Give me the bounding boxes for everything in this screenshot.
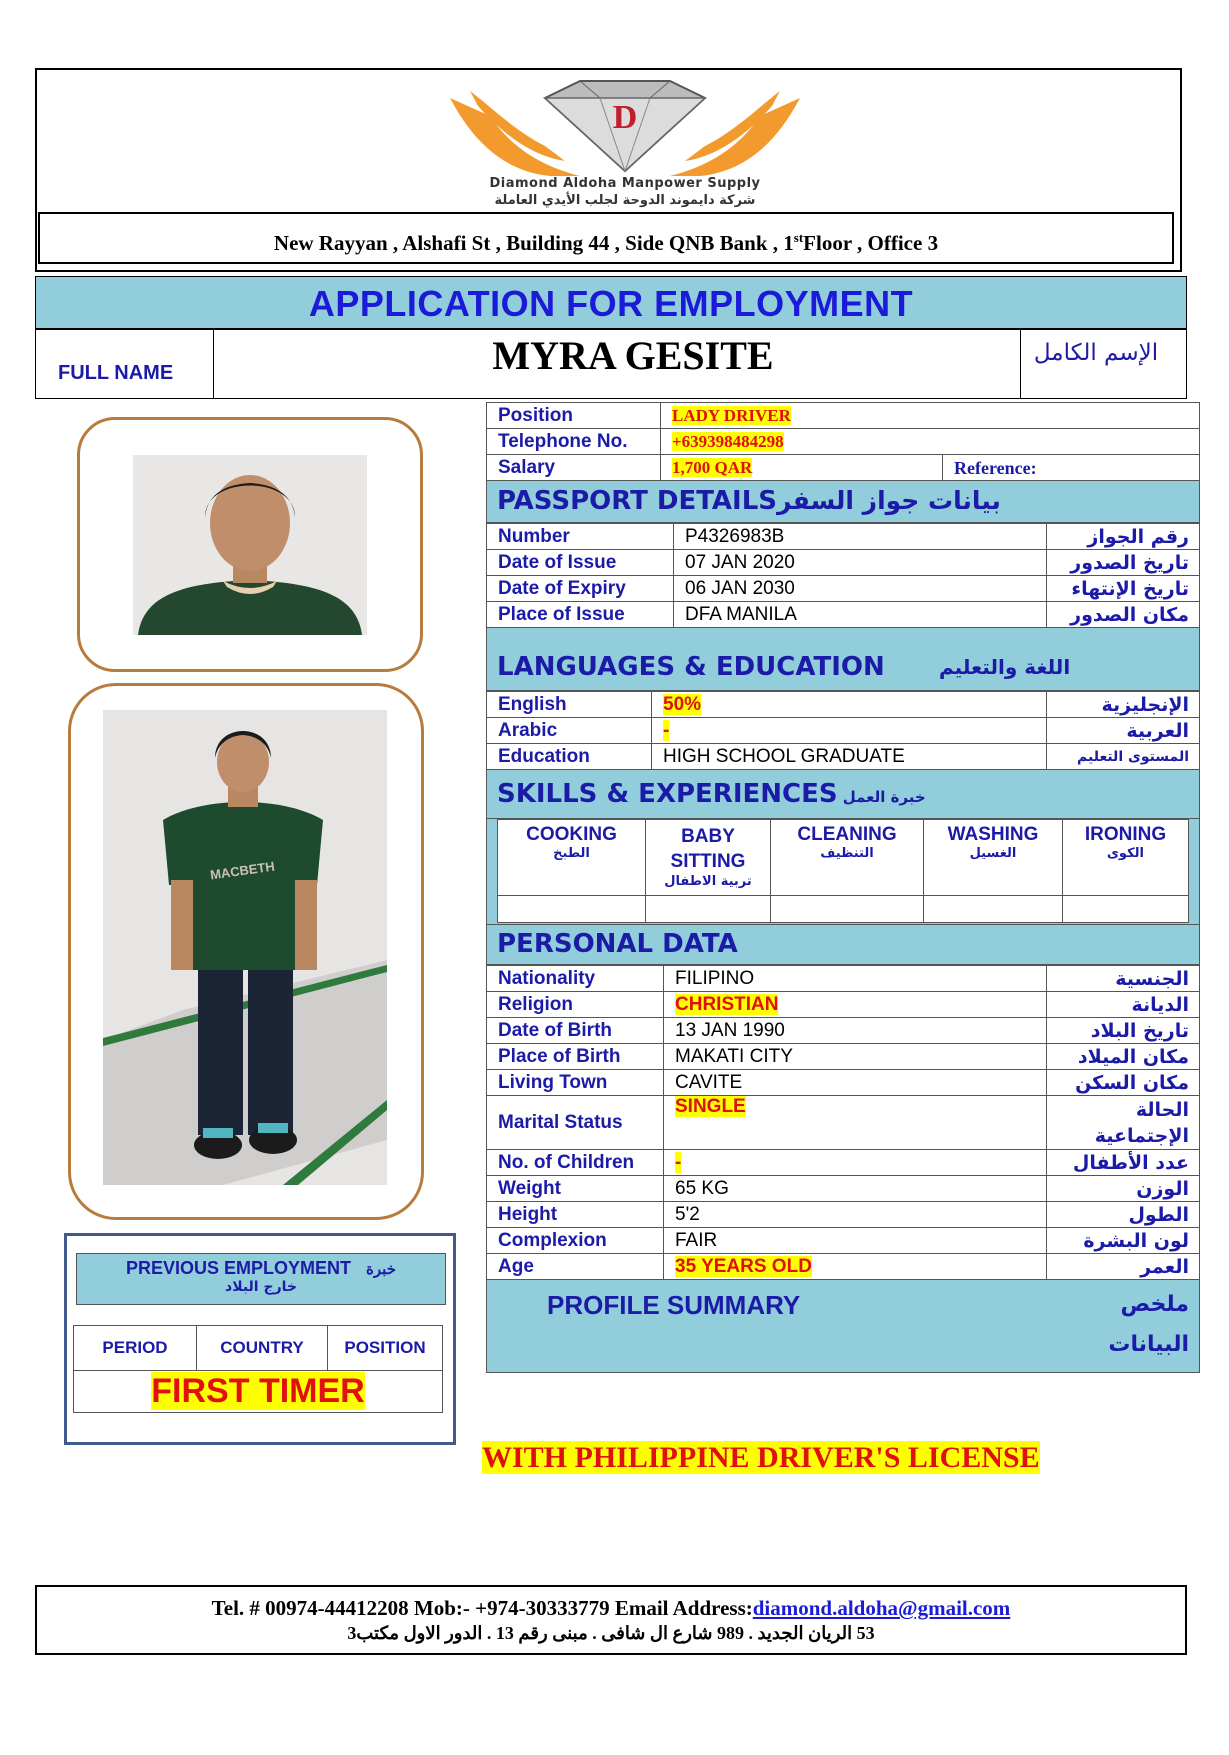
svg-text:D: D (612, 99, 638, 136)
skills-heading-ar: خبرة العمل (842, 788, 926, 806)
expiry-date-value: 06 JAN 2030 (674, 576, 1047, 602)
issue-date-label: Date of Issue (487, 550, 674, 576)
place-of-issue-label: Place of Issue (487, 602, 674, 628)
marital-status-ar: الحالة الإجتماعية (1047, 1096, 1200, 1150)
skills-table (497, 819, 1189, 923)
issue-date-ar: تاريخ الصدور (1047, 550, 1200, 576)
living-town-value: CAVITE (664, 1070, 1047, 1096)
footer-contact-text: Tel. # 00974-44412208 Mob:- +974-30333779 Email Address: (211, 1596, 753, 1620)
expiry-date-ar: تاريخ الإنتهاء (1047, 576, 1200, 602)
skill-cleaning-level (771, 896, 924, 923)
previous-employment-header (76, 1253, 446, 1305)
living-town-label: Living Town (487, 1070, 664, 1096)
footer-contact-line (37, 1596, 1185, 1621)
weight-ar: الوزن (1047, 1176, 1200, 1202)
children-value: - (675, 1151, 682, 1173)
personal-data-section (486, 925, 1200, 965)
skill-ironing-label: IRONING (1084, 824, 1167, 845)
living-town-ar: مكان السكن (1047, 1070, 1200, 1096)
skill-cleaning-ar: التنظيف (820, 846, 874, 861)
position-value-cell (661, 403, 1200, 429)
weight-value: 65 KG (664, 1176, 1047, 1202)
salary-value: 1,700 QAR (672, 458, 753, 477)
religion-ar: الديانة (1047, 992, 1200, 1018)
pob-value: MAKATI CITY (664, 1044, 1047, 1070)
skill-washing-ar: الغسيل (969, 846, 1017, 861)
marital-status-label: Marital Status (487, 1096, 664, 1150)
complexion-ar: لون البشرة (1047, 1228, 1200, 1254)
age-value: 35 YEARS OLD (675, 1255, 812, 1277)
skills-section (486, 770, 1200, 819)
first-timer-value: FIRST TIMER (151, 1372, 365, 1410)
reference-label: Reference: (943, 455, 1200, 481)
skills-wrapper (486, 819, 1200, 925)
skill-ironing (1063, 820, 1189, 896)
nationality-ar: الجنسية (1047, 966, 1200, 992)
religion-value-cell (664, 992, 1047, 1018)
english-ar: الإنجليزية (1047, 692, 1200, 718)
position-table (486, 402, 1200, 481)
expiry-date-label: Date of Expiry (487, 576, 674, 602)
english-value-cell (652, 692, 1047, 718)
arabic-ar: العربية (1047, 718, 1200, 744)
previous-employment-heading-ar: خبرة (366, 1261, 396, 1278)
skill-cooking-level (498, 896, 646, 923)
skill-washing-label: WASHING (947, 824, 1039, 845)
address-text: New Rayyan , Alshafi St , Building 44 , Side QNB Bank , 1 (273, 231, 794, 255)
skill-baby-sitting-ar: تربية الاطفال (664, 874, 752, 889)
previous-employment-title (77, 1258, 445, 1279)
passport-number-value: P4326983B (674, 524, 1047, 550)
issue-date-value: 07 JAN 2020 (674, 550, 1047, 576)
address-text-2: Floor , Office 3 (803, 231, 939, 255)
skill-cooking-ar: الطبخ (553, 846, 590, 861)
svg-text:MACBETH: MACBETH (209, 858, 276, 883)
pob-label: Place of Birth (487, 1044, 664, 1070)
profile-summary-ar-2: البيانات (1108, 1332, 1189, 1357)
position-value: LADY DRIVER (672, 405, 791, 425)
telephone-value: +639398484298 (672, 432, 784, 451)
salary-value-cell (661, 455, 943, 481)
address-box (38, 212, 1174, 264)
portrait-photo (133, 455, 367, 635)
pob-ar: مكان الميلاد (1047, 1044, 1200, 1070)
languages-section (486, 628, 1200, 691)
skill-cleaning-label: CLEANING (797, 824, 897, 845)
english-value: 50% (663, 693, 702, 715)
profile-summary-section (486, 1280, 1200, 1373)
height-value: 5'2 (664, 1202, 1047, 1228)
company-name-ar: شركة دايموند الدوحة لجلب الأيدي العاملة (494, 193, 756, 208)
height-label: Height (487, 1202, 664, 1228)
full-name-label-ar: الإسم الكامل (1033, 340, 1159, 366)
dob-ar: تاريخ البلاد (1047, 1018, 1200, 1044)
footer-email-link[interactable]: diamond.aldoha@gmail.com (752, 1596, 1011, 1620)
skill-baby-sitting-label: BABY SITTING (670, 826, 746, 872)
company-name-en: Diamond Aldoha Manpower Supply (489, 176, 761, 191)
logo-graphic (430, 76, 820, 212)
previous-employment-value-cell (74, 1371, 443, 1413)
height-ar: الطول (1047, 1202, 1200, 1228)
position-label: Position (487, 403, 661, 429)
dob-label: Date of Birth (487, 1018, 664, 1044)
children-ar: عدد الأطفال (1047, 1150, 1200, 1176)
col-country: COUNTRY (197, 1326, 328, 1371)
nationality-label: Nationality (487, 966, 664, 992)
profile-summary-heading: PROFILE SUMMARY (547, 1290, 801, 1320)
arabic-value: - (663, 719, 670, 741)
age-ar: العمر (1047, 1254, 1200, 1280)
fullbody-photo (103, 710, 387, 1185)
skill-baby-sitting (646, 820, 771, 896)
religion-label: Religion (487, 992, 664, 1018)
religion-value: CHRISTIAN (675, 993, 779, 1015)
page-title: APPLICATION FOR EMPLOYMENT (35, 276, 1187, 329)
full-name-row (35, 329, 1187, 399)
previous-employment-heading: PREVIOUS EMPLOYMENT (126, 1258, 352, 1278)
place-of-issue-ar: مكان الصدور (1047, 602, 1200, 628)
complexion-value: FAIR (664, 1228, 1047, 1254)
languages-heading-ar: اللغة والتعليم (939, 655, 1071, 679)
skill-cleaning (771, 820, 924, 896)
license-note-text: WITH PHILIPPINE DRIVER'S LICENSE (482, 1441, 1040, 1474)
col-position: POSITION (328, 1326, 443, 1371)
arabic-value-cell (652, 718, 1047, 744)
footer-address-ar: 53 الريان الجديد . 989 شارع ال شافى . مبنى رقم 13 . الدور الاول مكتب3 (347, 1623, 875, 1643)
skill-baby-sitting-level (646, 896, 771, 923)
passport-section (486, 481, 1200, 523)
address-sup: st (793, 230, 804, 245)
age-value-cell (664, 1254, 1047, 1280)
telephone-label: Telephone No. (487, 429, 661, 455)
previous-employment-heading-ar-2: خارج البلاد (225, 1279, 297, 1295)
right-column (486, 402, 1200, 1373)
passport-heading: PASSPORT DETAILS (497, 486, 778, 516)
age-label: Age (487, 1254, 664, 1280)
full-name-value: MYRA GESITE (492, 333, 774, 378)
skills-heading: SKILLS & EXPERIENCES (497, 779, 838, 809)
passport-table (486, 523, 1200, 628)
children-label: No. of Children (487, 1150, 664, 1176)
skill-washing-level (924, 896, 1063, 923)
previous-employment-table (73, 1325, 443, 1413)
languages-table (486, 691, 1200, 770)
skill-ironing-ar: الكوى (1107, 846, 1144, 861)
col-period: PERIOD (74, 1326, 197, 1371)
skill-ironing-level (1063, 896, 1189, 923)
weight-label: Weight (487, 1176, 664, 1202)
education-label: Education (487, 744, 652, 770)
passport-number-label: Number (487, 524, 674, 550)
children-value-cell (664, 1150, 1047, 1176)
salary-label: Salary (487, 455, 661, 481)
skill-cooking-label: COOKING (526, 824, 617, 845)
education-value: HIGH SCHOOL GRADUATE (652, 744, 1047, 770)
dob-value: 13 JAN 1990 (664, 1018, 1047, 1044)
passport-number-ar: رقم الجواز (1047, 524, 1200, 550)
passport-heading-ar: بيانات جواز السفر (777, 486, 1001, 515)
company-logo (430, 76, 820, 212)
telephone-value-cell (661, 429, 1200, 455)
education-ar: المستوى التعليم (1047, 744, 1200, 770)
personal-data-heading: PERSONAL DATA (497, 929, 738, 959)
arabic-label: Arabic (487, 718, 652, 744)
languages-heading: LANGUAGES & EDUCATION (497, 652, 885, 682)
footer-box (35, 1585, 1187, 1655)
license-note (482, 1441, 1040, 1475)
marital-status-value-cell (664, 1096, 1047, 1150)
place-of-issue-value: DFA MANILA (674, 602, 1047, 628)
english-label: English (487, 692, 652, 718)
complexion-label: Complexion (487, 1228, 664, 1254)
full-name-label: FULL NAME (58, 362, 174, 384)
marital-status-value: SINGLE (675, 1096, 746, 1117)
nationality-value: FILIPINO (664, 966, 1047, 992)
profile-summary-ar-1: ملخص (1120, 1292, 1189, 1317)
skill-cooking (498, 820, 646, 896)
personal-data-table (486, 965, 1200, 1280)
previous-employment-box (64, 1233, 456, 1445)
skill-washing (924, 820, 1063, 896)
